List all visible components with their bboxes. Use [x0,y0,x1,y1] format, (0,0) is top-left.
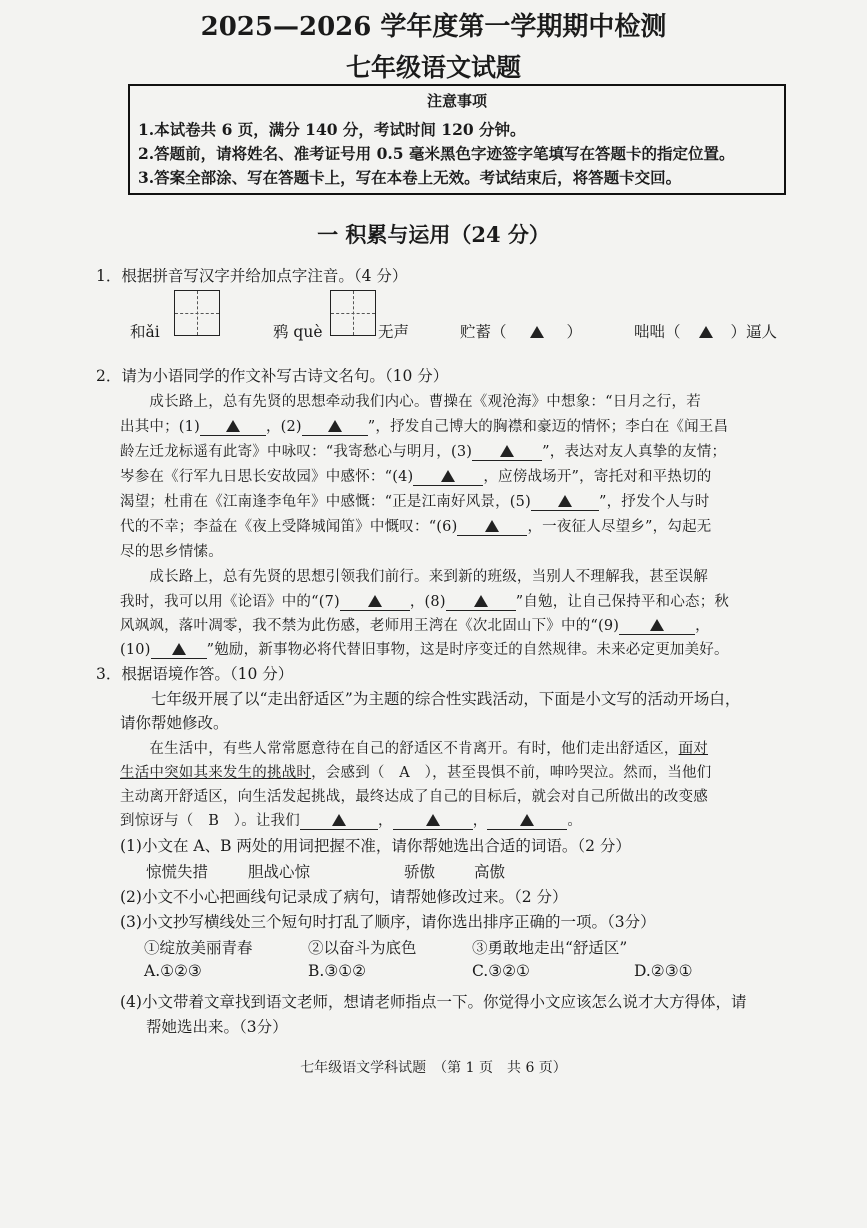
q3-sub2: (2)小文不小心把画线句记录成了病句，请帮她修改过来。（2 分） [120,888,568,906]
q2-p1-line: 尽的思乡情愫。 [120,544,223,560]
q3-intro-line: 七年级开展了以“走出舒适区”为主题的综合性实践活动，下面是小文写的活动开场白， [120,690,741,708]
q3-passage-line: 到惊讶与（ B ）。让我们 ， ， 。 [120,813,583,829]
answer-marker-icon [474,595,488,607]
q2-p1-line: 岑参在《行军九日思长安故园》中感怀：“(4) ，应傍战场开”，寄托对和平热切的 [120,469,712,485]
q2-stem: 2．请为小语同学的作文补写古诗文名句。（10 分） [96,367,449,385]
answer-marker-icon [441,470,455,482]
character-grid [330,290,376,336]
answer-marker-icon [520,814,534,826]
answer-marker-icon [530,326,544,338]
notice-box [128,84,786,195]
q3-sub1: (1)小文在 A、B 两处的用词把握不准，请你帮她选出合适的词语。（2 分） [120,837,631,855]
q2-p1-line: 代的不幸；李益在《夜上受降城闻笛》中慨叹：“(6) ，一夜征人尽望乡”，勾起无 [120,519,712,535]
choice-option: B.③①② [308,962,367,980]
q1-item-b-tail: 无声 [378,323,410,341]
answer-marker-icon [226,420,240,432]
word-option: 高傲 [474,863,506,881]
word-option: 骄傲 [404,863,436,881]
q3-sub3: (3)小文抄写横线处三个短句时打乱了顺序，请你选出排序正确的一项。（3分） [120,913,656,931]
q1-item-b: 鸦 què [273,323,323,341]
phrase-option: ③勇敢地走出“舒适区” [472,939,628,957]
q3-sub4-line: 帮她选出来。（3分） [146,1018,288,1036]
q2-p1-line: 成长路上，总有先贤的思想牵动我们内心。曹操在《观沧海》中想象：“日月之行，若 [120,394,701,410]
q3-passage-line: 生活中突如其来发生的挑战时，会感到（ A ），甚至畏惧不前，呻吟哭泣。然而，当他们 [120,765,712,781]
exam-subtitle: 七年级语文试题 [345,53,521,82]
q1-item-d-tail: ）逼人 [730,323,778,341]
character-grid [174,290,220,336]
answer-marker-icon [699,326,713,338]
q1-item-c-tail: ） [566,323,583,341]
notice-item: 2.答题前，请将姓名、准考证号用 0.5 毫米黑色字迹签字笔填写在答题卡的指定位置。 [138,144,735,163]
answer-marker-icon [172,643,186,655]
answer-marker-icon [558,495,572,507]
word-option: 惊慌失措 [146,863,209,881]
choice-option: C.③②① [472,962,530,980]
q1-item-c: 贮蓄（ [460,323,507,341]
q3-stem: 3．根据语境作答。（10 分） [96,665,294,683]
answer-marker-icon [328,420,342,432]
section-heading: 一 积累与运用（24 分） [317,222,550,247]
underlined-sentence: 生活中突如其来发生的挑战时 [120,765,312,781]
q1-item-d: 咄咄（ [634,323,681,341]
q3-sub4-line: (4)小文带着文章找到语文老师，想请老师指点一下。你觉得小文应该怎么说才大方得体，请 [120,993,747,1011]
q2-p1-line: 出其中；(1) ，(2) ”，抒发自己博大的胸襟和豪迈的情怀；李白在《闻王昌 [120,419,729,435]
notice-item: 1.本试卷共 6 页，满分 140 分，考试时间 120 分钟。 [138,120,526,139]
answer-marker-icon [332,814,346,826]
notice-item: 3.答案全部涂、写在答题卡上，写在本卷上无效。考试结束后，将答题卡交回。 [138,168,682,187]
word-option: 胆战心惊 [248,863,311,881]
answer-marker-icon [426,814,440,826]
q2-p2-line: 我时，我可以用《论语》中的“(7) ，(8) ”自勉，让自己保持平和心态；秋 [120,594,730,610]
q3-passage-line: 在生活中，有些人常常愿意待在自己的舒适区不肯离开。有时，他们走出舒适区，面对 [120,741,709,757]
q3-intro-line: 请你帮她修改。 [120,714,229,732]
answer-marker-icon [500,445,514,457]
q3-passage-line: 主动离开舒适区，向生活发起挑战，最终达成了自己的目标后，就会对自己所做出的改变感 [120,789,708,805]
q2-p1-line: 龄左迁龙标遥有此寄》中咏叹：“我寄愁心与明月，(3) ”，表达对友人真挚的友情； [120,444,727,460]
q2-p2-line: 风飒飒，落叶凋零，我不禁为此伤感，老师用王湾在《次北固山下》中的“(9) ， [120,618,710,634]
choice-option: A.①②③ [144,962,202,980]
q2-p1-line: 渴望；杜甫在《江南逢李龟年》中感慨：“正是江南好风景，(5) ”，抒发个人与时 [120,494,710,510]
answer-marker-icon [485,520,499,532]
q2-p2-line: (10) ”勉励，新事物必将代替旧事物，这是时序变迁的自然规律。未来必定更加美好。 [120,642,729,658]
q2-p2-line: 成长路上，总有先贤的思想引领我们前行。来到新的班级，当别人不理解我，甚至误解 [120,569,708,585]
exam-title: 2025—2026 学年度第一学期期中检测 [200,12,667,42]
phrase-option: ②以奋斗为底色 [308,939,417,957]
choice-option: D.②③① [634,962,693,980]
page-footer: 七年级语文学科试题 （第 1 页 共 6 页） [300,1060,567,1076]
notice-heading: 注意事项 [426,92,487,110]
underlined-sentence: 面对 [678,741,709,757]
answer-marker-icon [650,619,664,631]
phrase-option: ①绽放美丽青春 [144,939,253,957]
answer-marker-icon [368,595,382,607]
q1-stem: 1．根据拼音写汉字并给加点字注音。（4 分） [96,267,408,285]
q1-item-a: 和ǎi [130,323,160,341]
